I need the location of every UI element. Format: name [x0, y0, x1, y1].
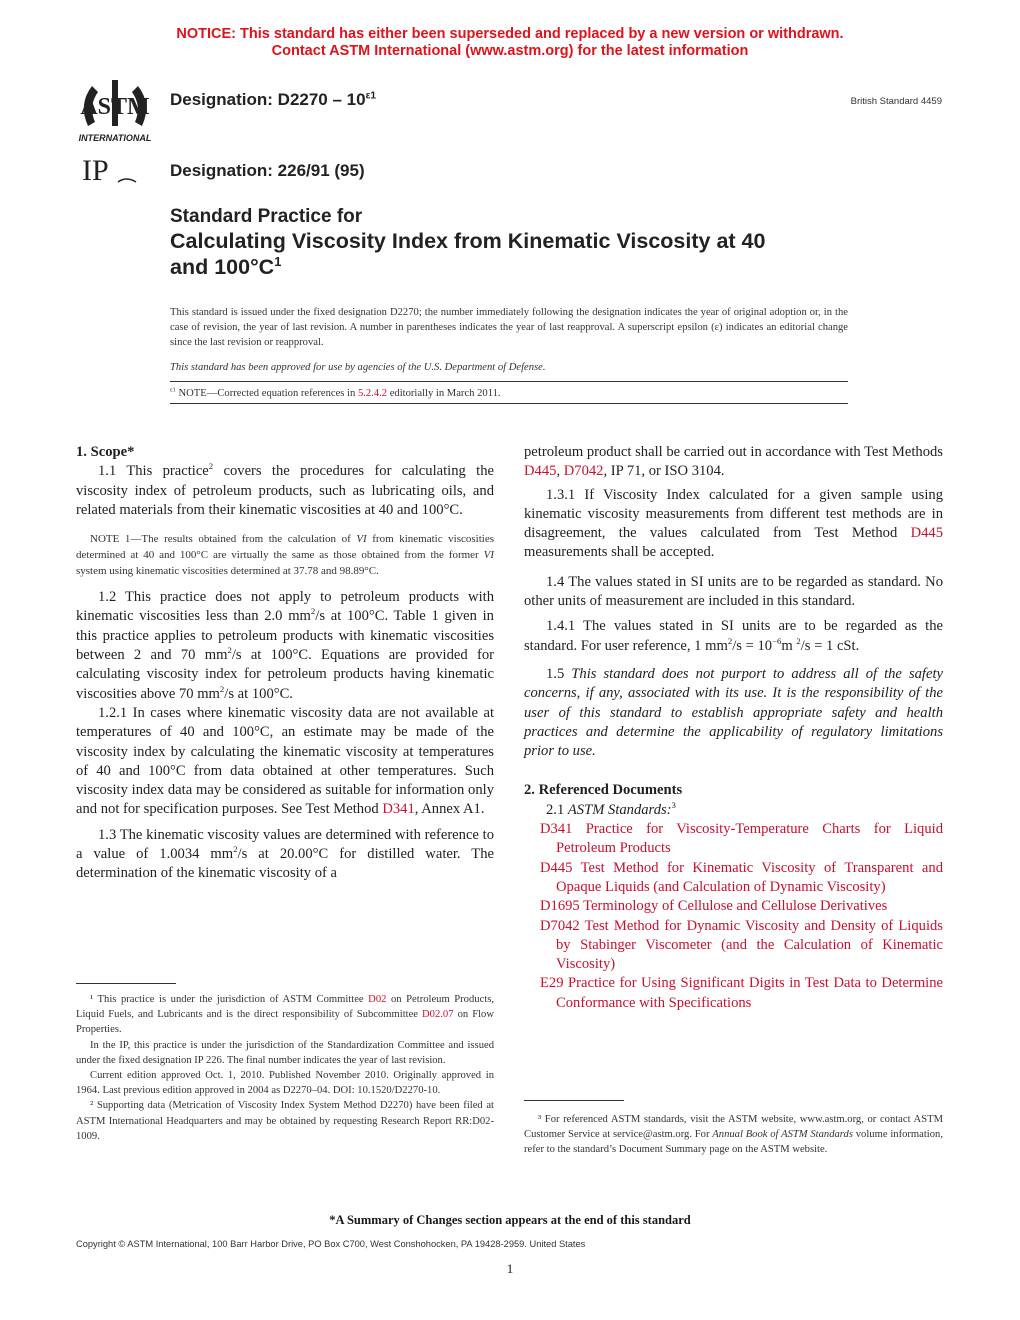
notice-banner [0, 26, 1020, 60]
d445-link[interactable]: D445 [524, 463, 557, 480]
issued-statement: This standard is issued under the fixed designation D2270; the number immediately following the designation indicates the year of original adoption or, in the case of revision, the year of last revision. A number in parentheses indicates the year of last reapproval. A superscript epsilon (ε) indicates an editorial change since the last revision or reapproval. [170, 307, 848, 348]
divider [170, 403, 848, 404]
ip-logo-text: IP [82, 154, 109, 187]
astm-logo-text: ASTM [80, 94, 150, 120]
para-1-5: 1.5 This standard does not purport to address all of the safety concerns, if any, associated with its use. It is the responsibility of the user of this standard to establish appropriate safety and health practices and determine the applicability of regulatory limitations prior to use. [524, 665, 943, 760]
footnote-1: ¹ This practice is under the jurisdiction of ASTM Committee D02 on Petroleum Products, Liquid Fuels, and Lubricants and is the direct responsibility of Subcommittee D02.07 on Flow Properties. [76, 994, 494, 1036]
para-1-4: 1.4 The values stated in SI units are to be regarded as standard. No other units of measurement are included in this standard. [524, 573, 943, 610]
d7042-link[interactable]: D7042 [563, 463, 604, 480]
d02-link[interactable]: D02 [368, 994, 387, 1005]
notice-line-2: Contact ASTM International (www.astm.org) for the latest information [271, 43, 749, 59]
refdocs-heading: 2. Referenced Documents [524, 782, 683, 799]
title-line-2: Calculating Viscosity Index from Kinematic Viscosity at 40 [170, 229, 766, 253]
footnote-1-ip: In the IP, this practice is under the jurisdiction of the Standardization Committee and issued under the fixed designation IP 226. The final number indicates the year of last revision. [76, 1039, 494, 1066]
ref-item-e29[interactable]: E29 Practice for Using Significant Digits in Test Data to Determine Conformance with Specifications [540, 975, 943, 1011]
scope-heading: 1. Scope* [76, 444, 135, 460]
right-column [524, 443, 943, 1013]
designation-ip: Designation: 226/91 (95) [170, 161, 365, 180]
notice-line-1: NOTICE: This standard has either been superseded and replaced by a new version or withdrawn. [176, 26, 844, 42]
left-column [76, 443, 494, 884]
footnotes-left [76, 992, 494, 1144]
page-number: 1 [506, 1261, 514, 1276]
title-footnote-ref: 1 [274, 253, 282, 269]
para-1-2-1: 1.2.1 In cases where kinematic viscosity data are not available at temperatures of 40 and 100°C, an estimate may be made of the viscosity index by calculating the kinematic viscosity at temperatures of 40 and 100°C from data obtained at other temperatures. Such viscosity index data may be considered as suitable for information only and not for specification purposes. See Test Method D341, Annex A1. [76, 704, 494, 818]
ref-item-d445[interactable]: D445 Test Method for Kinematic Viscosity of Transparent and Opaque Liquids (and Calculation of Dynamic Viscosity) [540, 859, 943, 895]
editorial-note: $^{\varepsilon 1}$ NOTE—Corrected equation references in 5.2.4.2 editorially in March 2011. [170, 386, 501, 399]
d02-07-link[interactable]: D02.07 [422, 1009, 454, 1021]
d445-link[interactable]: D445 [910, 525, 943, 542]
divider [170, 381, 848, 382]
ref-item-d341[interactable]: D341 Practice for Viscosity-Temperature Charts for Liquid Petroleum Products [540, 821, 943, 857]
footnote-2: ² Supporting data (Metrication of Viscosity Index System Method D2270) have been filed at ASTM International Headquarters and may be obtained by requesting Research Report RR:D02-1009. [76, 1100, 494, 1142]
ref-item-d7042[interactable]: D7042 Test Method for Dynamic Viscosity and Density of Liquids by Stabinger Viscometer (and the Calculation of Kinematic Viscosity) [540, 917, 943, 973]
title-line-3: and $100^\circ C^1$ [170, 253, 282, 279]
footnote-3: ³ For referenced ASTM standards, visit the ASTM website, www.astm.org, or contact ASTM Customer Service at service@astm.org. For Annual Book of ASTM Standards volume information, refer to the standard’s Document Summary page on the ASTM website. [524, 1114, 943, 1156]
summary-of-changes-note: *A Summary of Changes section appears at the end of this standard [329, 1213, 691, 1227]
footnote-1-edition: Current edition approved Oct. 1, 2010. Published November 2010. Originally approved in 1964. Last previous edition approved in 2004 as D2270–04. DOI: 10.1520/D2270-10. [76, 1070, 494, 1097]
para-1-3-1: 1.3.1 If Viscosity Index calculated for a given sample using kinematic viscosity measurements from different test methods are in disagreement, the values calculated from Test Method D445 measurements shall be accepted. [524, 486, 943, 561]
ref-item-d1695[interactable]: D1695 Terminology of Cellulose and Cellulose Derivatives [540, 898, 888, 915]
d341-link[interactable]: D341 [382, 801, 415, 818]
para-1-3-cont: petroleum product shall be carried out in accordance with Test Methods D445, D7042, IP 71, or ISO 3104. [524, 444, 943, 480]
ip-logo-icon [78, 150, 140, 192]
equation-ref-link[interactable]: 5.2.4.2 [357, 388, 388, 399]
para-1-3: 1.3 The kinematic viscosity values are determined with reference to a value of 1.0034 $mm^2/s$ at 20.00°C for distilled water. The determination of the kinematic viscosity of a [76, 826, 494, 882]
title-line-1: Standard Practice for [170, 206, 363, 227]
british-standard: British Standard 4459 [850, 96, 942, 107]
para-1-2: 1.2 This practice does not apply to petroleum products with kinematic viscosities less than 2.0 $mm^2/s$ at 100°C. Table 1 given in this practice applies to petroleum products with kinematic viscosities between 2 and 70 $mm^2/s$ at 100°C. Equations are provided for calculating viscosity index for petroleum products having kinematic viscosities above 70 $mm^2/s$ at 100°C. [76, 589, 494, 702]
astm-logo-icon [68, 74, 162, 144]
para-1-1: 1.1 This practice$^2$ covers the procedures for calculating the viscosity index of petroleum products, such as lubricating oils, and related materials from their kinematic viscosities at 40 and 100°C. [76, 461, 494, 518]
para-1-4-1: 1.4.1 The values stated in SI units are to be regarded as the standard. For user reference, 1 $mm^2/s = 10^{-6}m$ $^2$/s = 1 cSt. [524, 618, 943, 654]
document-title [170, 206, 870, 280]
footnotes-right [524, 1112, 943, 1158]
footnote-divider [76, 983, 176, 984]
para-2-1: 2.1 ASTM Standards:$^3$ [546, 799, 676, 818]
designation-astm [170, 90, 376, 110]
designation-astm-text: Designation: D2270 – 10 [170, 90, 366, 109]
note-1: NOTE 1—The results obtained from the calculation of VI from kinematic viscosities determined at 40 and 100°C are virtually the same as those obtained from the former VI system using kinematic viscosities determined at 37.78 and 98.89°C. [76, 533, 494, 578]
copyright: Copyright © ASTM International, 100 Barr Harbor Drive, PO Box C700, West Conshohocken, PA 19428-2959. United States [76, 1239, 586, 1249]
designation-epsilon: ε1 [365, 90, 377, 102]
dod-approval: This standard has been approved for use by agencies of the U.S. Department of Defense. [170, 362, 546, 373]
astm-logo-subtext: INTERNATIONAL [78, 133, 152, 143]
footnote-divider [524, 1100, 624, 1101]
